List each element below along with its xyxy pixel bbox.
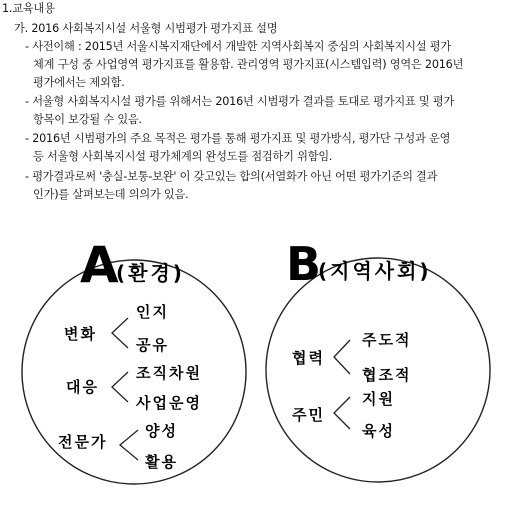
- bracket-response: [112, 372, 128, 402]
- circle-b-title: (지역사회): [318, 259, 432, 283]
- item-sharing: 공유: [136, 336, 169, 354]
- bullet-2-line-1: - 서울형 사회복지시설 평가를 위해서는 2016년 시범평가 결과를 토대로 평가지표 및 평가: [25, 95, 455, 108]
- bullet-1-line-1: - 사전이해 : 2015년 서울시복지재단에서 개발한 지역사회복지 중심의 사회복지시설 평가: [25, 40, 451, 53]
- group-label-expert: 전문가: [58, 433, 108, 451]
- bracket-expert: [120, 430, 138, 460]
- item-leading: 주도적: [362, 331, 412, 349]
- item-cooperative: 협조적: [362, 366, 412, 384]
- item-utilization: 활용: [145, 453, 178, 471]
- bullet-1-line-3: 평가에서는 제외함.: [33, 76, 125, 89]
- group-label-change: 변화: [64, 325, 97, 343]
- ab-diagram: [0, 226, 520, 514]
- group-label-residents: 주민: [292, 406, 325, 424]
- item-training: 양성: [145, 422, 178, 440]
- bullet-1-line-2: 체계 구성 중 사업영역 평가지표를 활용함. 관리영역 평가지표(시스템입력) 영역은 2016년: [33, 58, 464, 71]
- bracket-change: [112, 318, 128, 348]
- subsection-heading: 가. 2016 사회복지시설 서울형 시범평가 평가지표 설명: [14, 22, 278, 35]
- bullet-3-line-2: 등 서울형 사회복지시설 평가체계의 완성도를 점검하기 위함임.: [33, 150, 333, 163]
- circle-a-title: (환경): [116, 261, 185, 285]
- item-organization: 조직차원: [136, 364, 202, 382]
- item-nurture: 육성: [362, 422, 395, 440]
- section-heading: 1.교육내용: [2, 2, 55, 15]
- item-awareness: 인지: [136, 303, 169, 321]
- item-support: 지원: [362, 390, 395, 408]
- group-label-cooperation: 협력: [292, 349, 325, 367]
- group-label-response: 대응: [66, 378, 99, 396]
- bullet-2-line-2: 항목이 보강될 수 있음.: [33, 113, 142, 126]
- bracket-cooperation: [334, 340, 350, 374]
- item-operation: 사업운영: [136, 394, 202, 412]
- circle-a-letter: A: [80, 236, 119, 294]
- bracket-residents: [334, 397, 350, 429]
- bullet-4-line-1: - 평가결과로써 '충실-보통-보완' 이 갖고있는 합의(서열화가 아닌 어떤 평가기준의 결과: [25, 170, 438, 183]
- bullet-3-line-1: - 2016년 시범평가의 주요 목적은 평가를 통해 평가지표 및 평가방식, 평가단 구성과 운영: [25, 132, 451, 145]
- circle-b-letter: B: [286, 237, 322, 291]
- circle-a: [22, 260, 246, 484]
- bullet-4-line-2: 인가)를 살펴보는데 의의가 있음.: [33, 188, 189, 201]
